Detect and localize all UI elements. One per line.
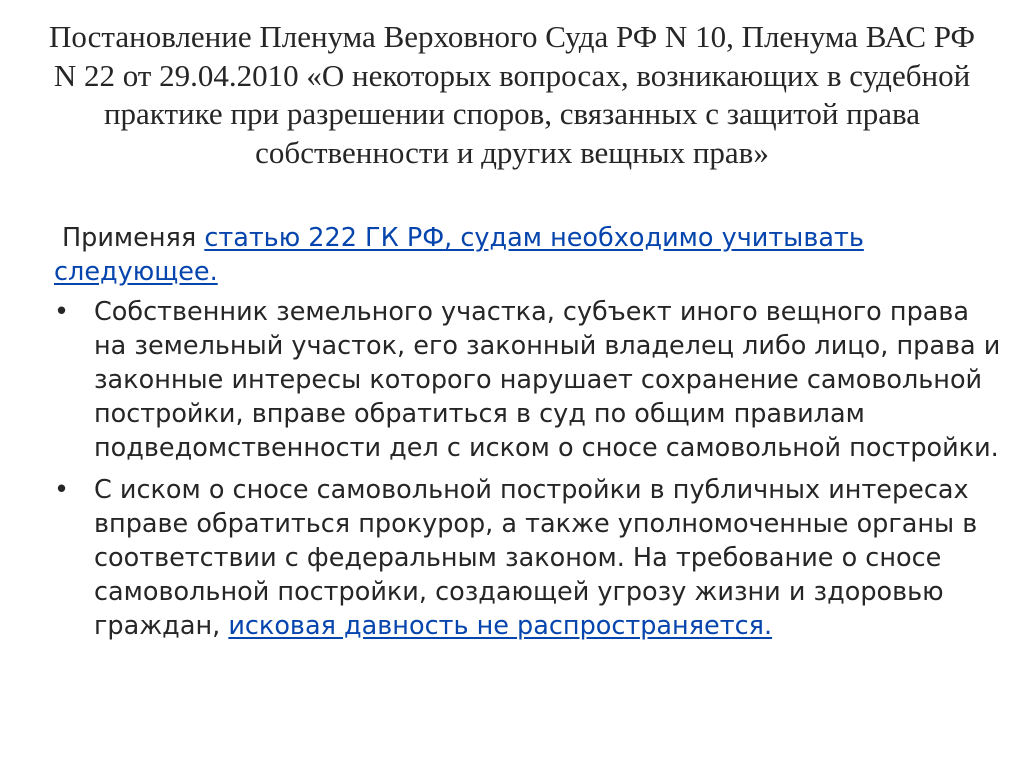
intro-prefix: Применяя bbox=[62, 223, 205, 253]
list-item bbox=[54, 473, 1009, 643]
bullet-text: Собственник земельного участка, субъект иного вещного права на земельный участок, его законный владелец либо лицо, права и законные интересы которого нарушает сохранение самовольной постройки, вправе обратиться в суд по общим правилам подведомственности дел с иском о сносе самовольной постройки. bbox=[94, 297, 1001, 463]
bullet-text: С иском о сносе самовольной постройки в публичных интересах вправе обратиться прокурор, а также уполномоченные органы в соответствии с федеральным законом. На требование о сносе самовольной постройки, создающей угрозу жизни и здоровью граждан, bbox=[94, 475, 978, 641]
bullet-list bbox=[54, 295, 1009, 643]
intro-paragraph bbox=[54, 221, 1009, 289]
article-222-link[interactable]: статью 222 ГК РФ, судам необходимо учитывать следующее. bbox=[54, 223, 864, 287]
bullet-icon: • bbox=[54, 475, 70, 505]
limitation-period-link[interactable]: исковая давность не распространяется. bbox=[228, 611, 773, 641]
slide-title: Постановление Пленума Верховного Суда РФ N 10, Пленума ВАС РФ N 22 от 29.04.2010 «О некоторых вопросах, возникающих в судебной практике при разрешении споров, связанных с защитой права собственности и других вещных прав» bbox=[49, 19, 975, 170]
list-item bbox=[54, 295, 1009, 465]
bullet-icon: • bbox=[54, 297, 70, 327]
slide-body bbox=[54, 221, 1009, 651]
